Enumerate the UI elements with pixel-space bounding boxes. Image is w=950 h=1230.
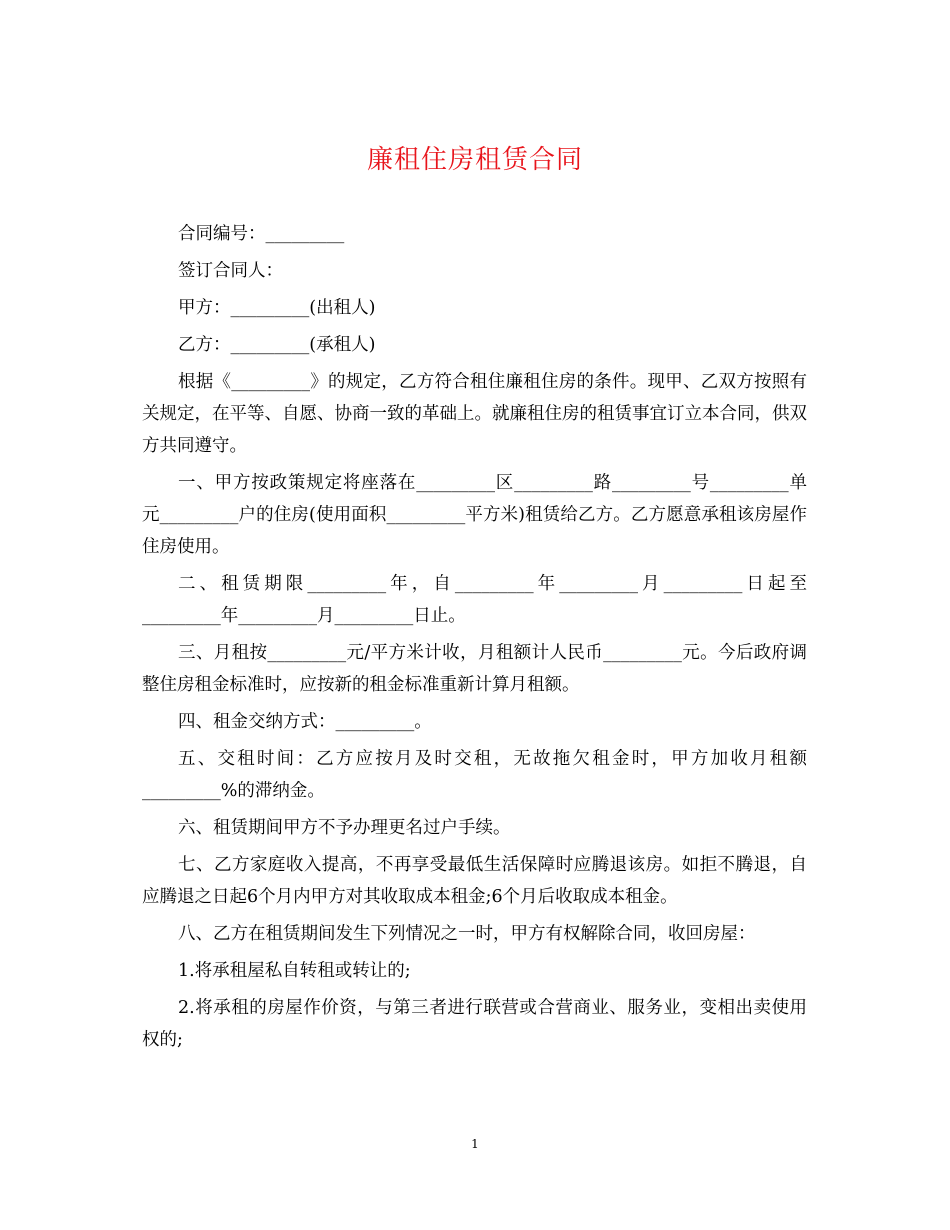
clause-1: 一、甲方按政策规定将座落在_________区_________路_________号_________单元_________户的住房(使用面积_________平方米)租赁给乙方。乙方愿意承租该房屋作住房使用。: [142, 473, 807, 557]
preamble-paragraph: 根据《_________》的规定，乙方符合租住廉租住房的条件。现甲、乙双方按照有关规定，在平等、自愿、协商一致的革础上。就廉租住房的租赁事宜订立本合同，供双方共同遵守。: [142, 372, 807, 456]
signatories-label: 签订合同人：: [178, 261, 283, 281]
clause-6: 六、租赁期间甲方不予办理更名过户手续。: [178, 818, 511, 838]
clause-7: 七、乙方家庭收入提高，不再享受最低生活保障时应腾退该房。如拒不腾退，自应腾退之日起6个月内甲方对其收取成本租金;6个月后收取成本租金。: [142, 855, 807, 907]
document-body: [142, 218, 807, 1061]
clause-3: 三、月租按_________元/平方米计收，月租额计人民币_________元。今后政府调整住房租金标准时，应按新的租金标准重新计算月租额。: [142, 643, 807, 695]
party-a-line: 甲方：_________(出租人): [178, 298, 376, 318]
page-number: 1: [471, 1137, 479, 1151]
document-title: 廉租住房租赁合同: [366, 145, 583, 175]
contract-number-line: 合同编号：_________: [178, 224, 345, 244]
clause-8: 八、乙方在租赁期间发生下列情况之一时，甲方有权解除合同，收回房屋：: [178, 924, 756, 944]
clause-4: 四、租金交纳方式：_________。: [178, 712, 432, 732]
clause-8-item-2: 2.将承租的房屋作价资，与第三者进行联营或合营商业、服务业，变相出卖使用权的;: [142, 998, 807, 1050]
clause-2: 二、租赁期限_________年，自_________年_________月_________日起至_________年_________月_________日止。: [142, 574, 807, 626]
party-b-line: 乙方：_________(承租人): [178, 335, 376, 355]
clause-5: 五、交租时间：乙方应按月及时交租，无故拖欠租金时，甲方加收月租额_________%的滞纳金。: [142, 749, 807, 801]
clause-8-item-1: 1.将承租屋私自转租或转让的;: [178, 961, 411, 981]
